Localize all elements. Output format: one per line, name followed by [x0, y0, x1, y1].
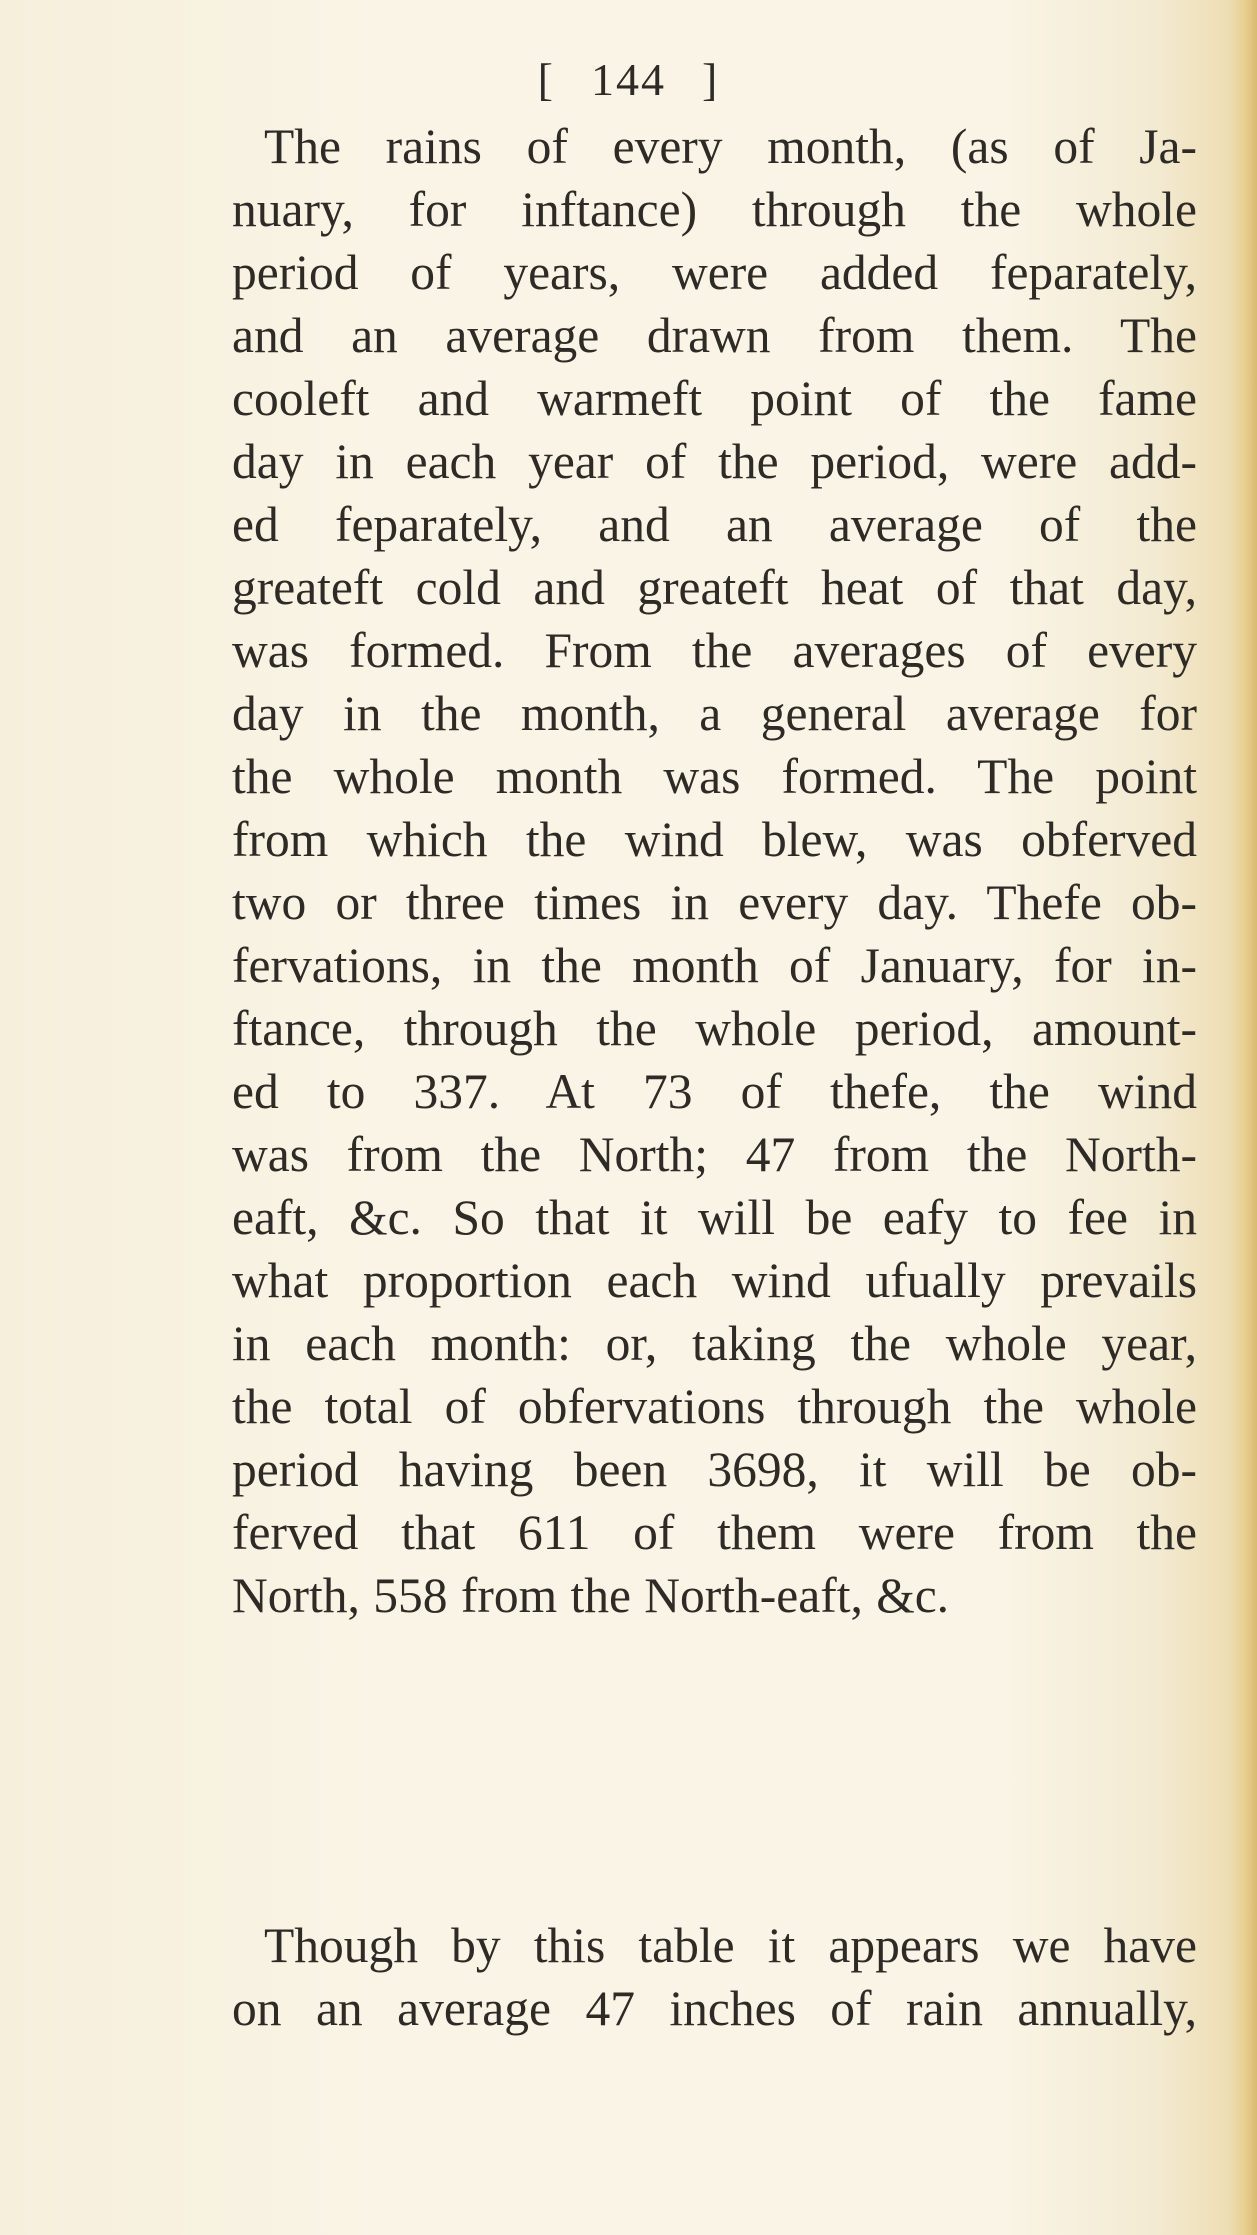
page-number: 144: [591, 54, 666, 105]
text-line: ed feparately, and an average of the: [232, 497, 1197, 552]
text-line: ed to 337. At 73 of thefe, the wind: [232, 1064, 1197, 1119]
text-line: in each month: or, taking the whole year,: [232, 1316, 1197, 1371]
text-line: was formed. From the averages of every: [232, 623, 1197, 678]
right-bracket: ]: [702, 54, 720, 105]
text-line: what proportion each wind ufually prevails: [232, 1253, 1197, 1308]
text-line: and an average drawn from them. The: [232, 308, 1197, 363]
paragraph-2: [232, 1914, 1197, 2040]
left-bracket: [: [537, 54, 555, 105]
text-line: greateft cold and greateft heat of that day,: [232, 560, 1197, 615]
page-edge-shadow: [1229, 0, 1257, 2235]
text-line: the total of obfervations through the whole: [232, 1379, 1197, 1434]
text-line: was from the North; 47 from the North-: [232, 1127, 1197, 1182]
text-line: day in the month, a general average for: [232, 686, 1197, 741]
text-line: Though by this table it appears we have: [264, 1918, 1197, 1973]
text-line: ferved that 611 of them were from the: [232, 1505, 1197, 1560]
text-line: from which the wind blew, was obferved: [232, 812, 1197, 867]
text-line: The rains of every month, (as of Ja-: [264, 119, 1197, 174]
text-line: on an average 47 inches of rain annually,: [232, 1981, 1197, 2036]
text-line: period having been 3698, it will be ob-: [232, 1442, 1197, 1497]
text-line: cooleft and warmeft point of the fame: [232, 371, 1197, 426]
text-line: North, 558 from the North-eaft, &c.: [232, 1568, 950, 1623]
text-line: two or three times in every day. Thefe ob-: [232, 875, 1197, 930]
text-line: nuary, for inftance) through the whole: [232, 182, 1197, 237]
page-header: [0, 52, 1257, 108]
text-line: day in each year of the period, were add-: [232, 434, 1197, 489]
text-line: eaft, &c. So that it will be eafy to fee in: [232, 1190, 1197, 1245]
paragraph-1: [232, 115, 1197, 1627]
text-line: period of years, were added feparately,: [232, 245, 1197, 300]
text-line: ftance, through the whole period, amount-: [232, 1001, 1197, 1056]
text-line: fervations, in the month of January, for in-: [232, 938, 1197, 993]
text-line: the whole month was formed. The point: [232, 749, 1197, 804]
